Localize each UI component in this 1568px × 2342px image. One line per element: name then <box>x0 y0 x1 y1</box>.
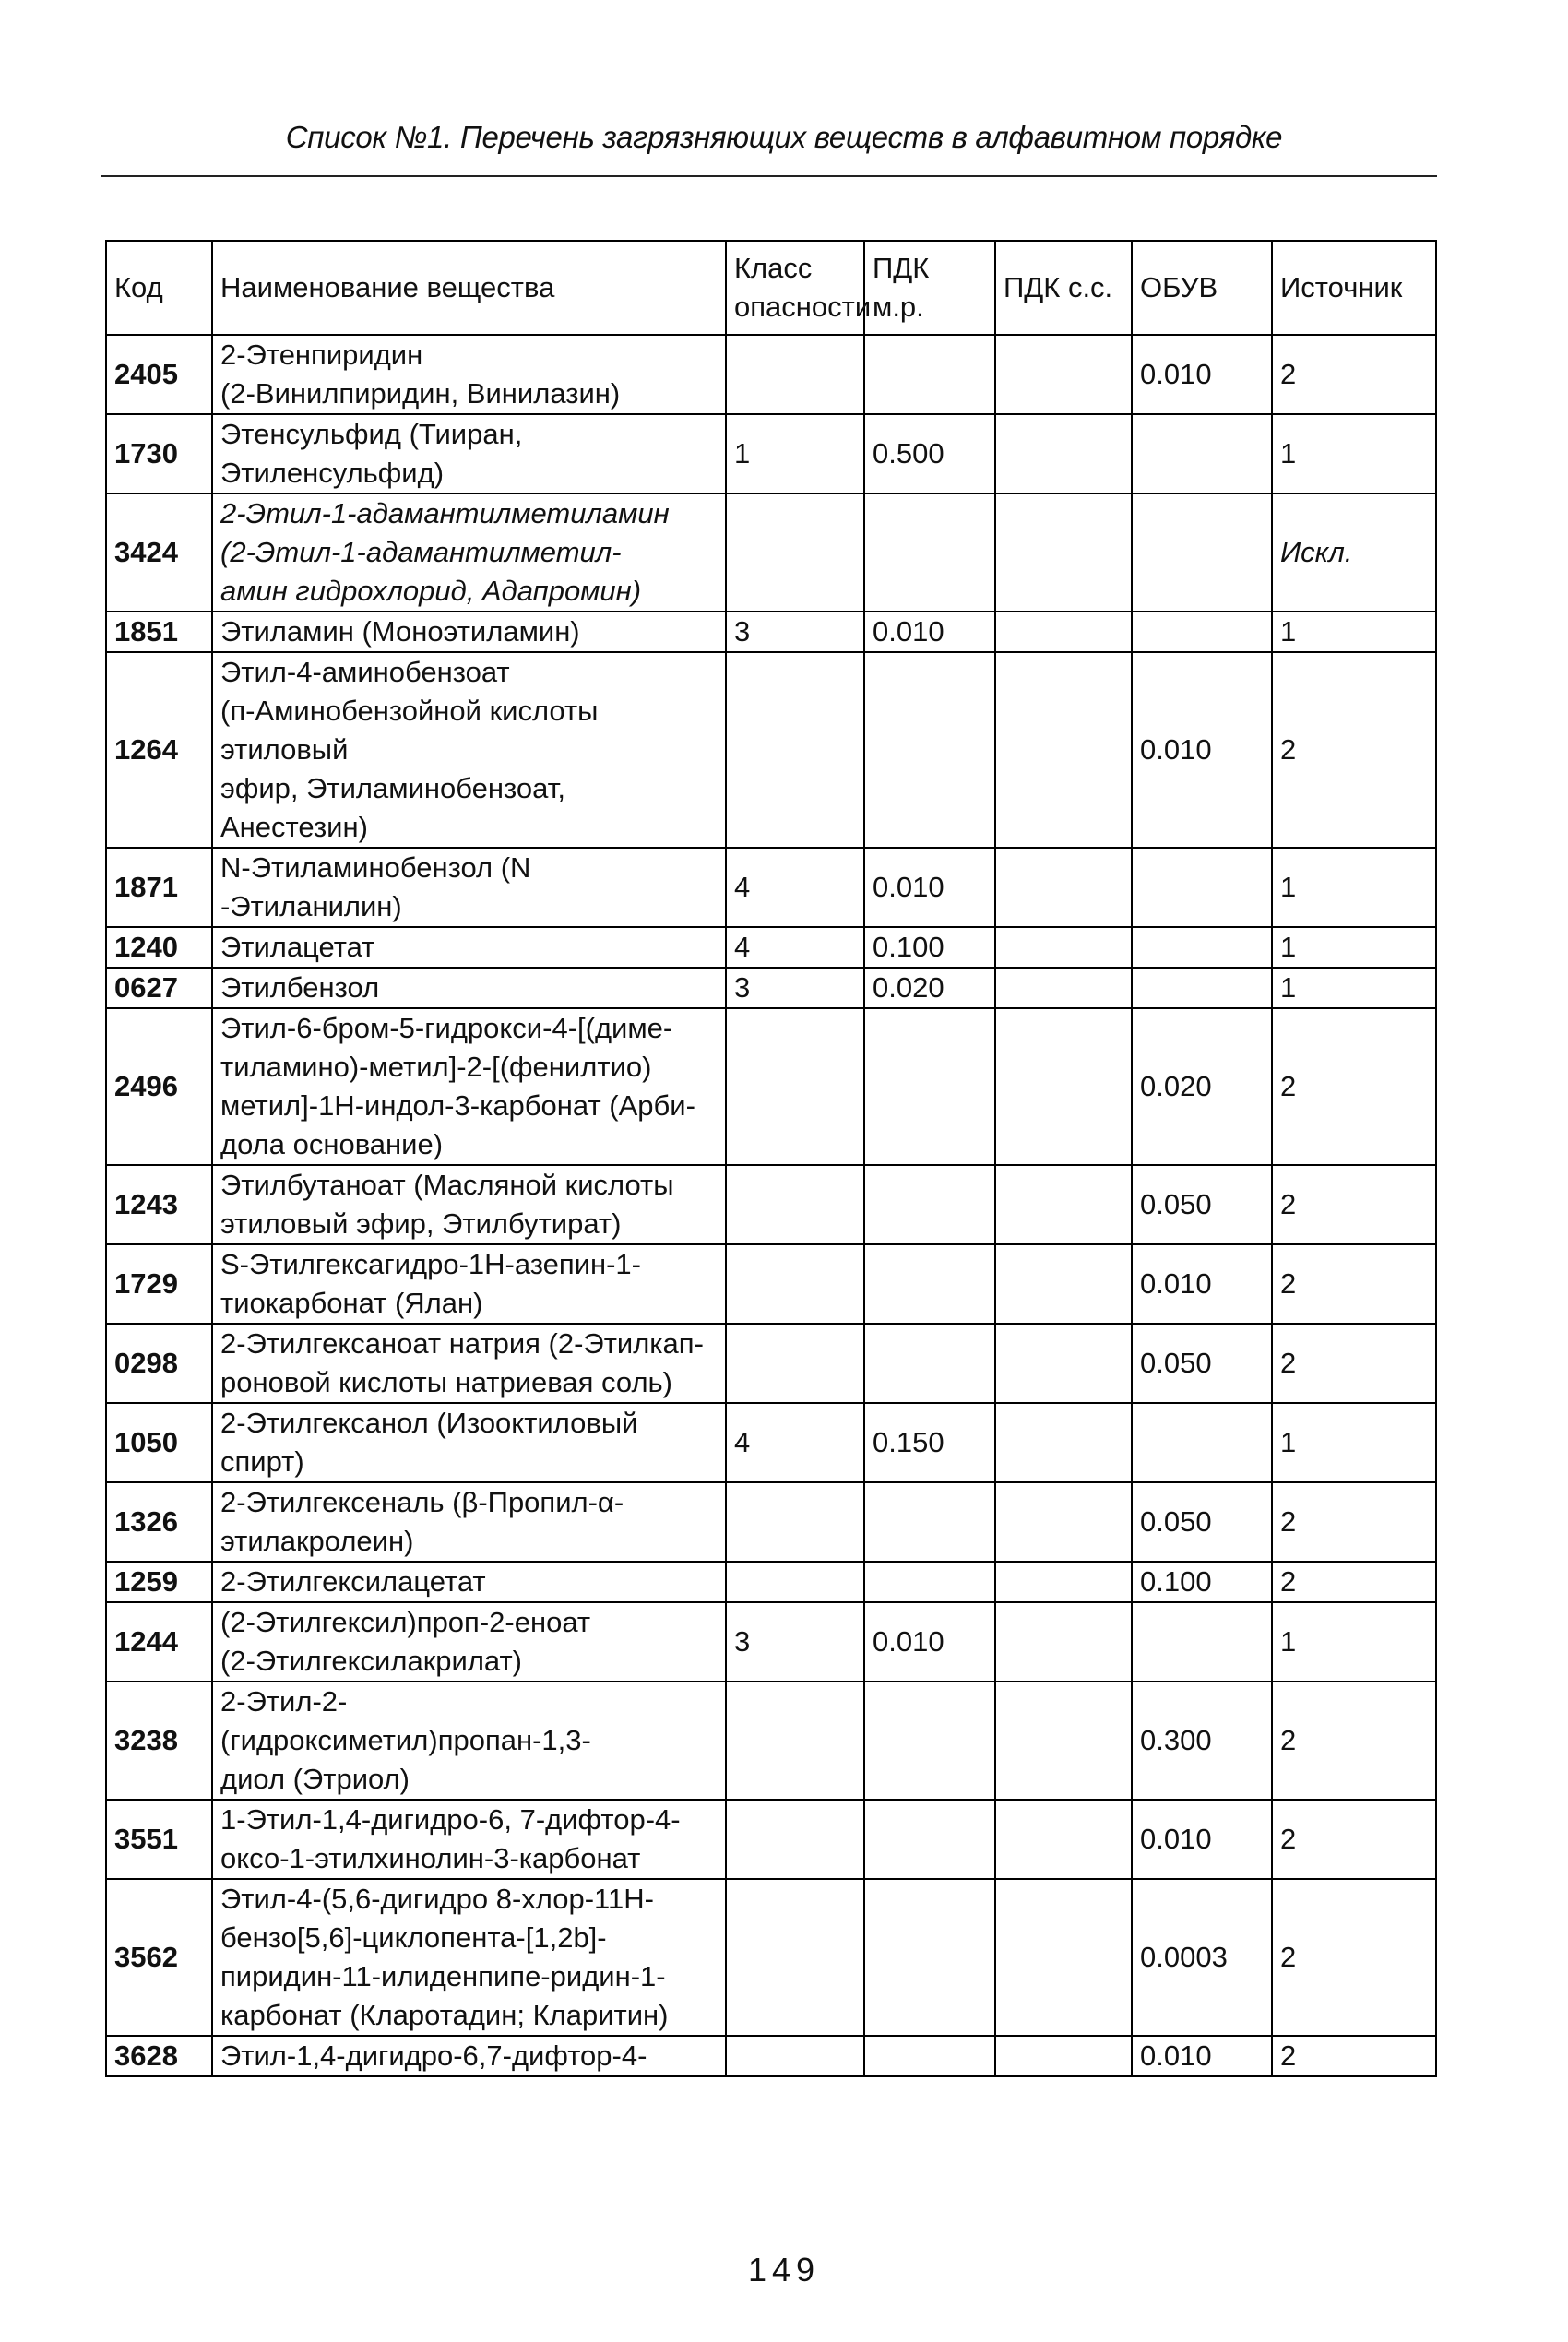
cell-pdk-ss <box>995 493 1132 612</box>
cell-name-line: (2-Этилгексилакрилат) <box>220 1645 522 1677</box>
cell-code: 3628 <box>106 2036 212 2076</box>
cell-source: 2 <box>1272 1324 1436 1403</box>
cell-name <box>212 927 726 968</box>
table-row <box>106 1482 1436 1562</box>
cell-source: 2 <box>1272 2036 1436 2076</box>
table-row <box>106 1008 1436 1165</box>
cell-code: 1050 <box>106 1403 212 1482</box>
cell-name-line: Этил-6-бром-5-гидрокси-4-[(диме- <box>220 1012 673 1044</box>
cell-name <box>212 1879 726 2036</box>
cell-code: 1264 <box>106 652 212 848</box>
table-row <box>106 1682 1436 1800</box>
table-row <box>106 335 1436 414</box>
cell-class <box>726 2036 864 2076</box>
cell-code: 1729 <box>106 1244 212 1324</box>
cell-source: 2 <box>1272 1879 1436 2036</box>
cell-class: 3 <box>726 1602 864 1682</box>
cell-pdk-ss <box>995 1800 1132 1879</box>
cell-code: 3562 <box>106 1879 212 2036</box>
cell-pdk-mr: 0.010 <box>864 1602 995 1682</box>
cell-pdk-mr <box>864 1482 995 1562</box>
cell-pdk-mr <box>864 1244 995 1324</box>
cell-obuv: 0.050 <box>1132 1482 1272 1562</box>
cell-name-line: тиламино)-метил]-2-[(фенилтио) <box>220 1051 652 1083</box>
col-header-pdk-mr: ПДК м.р. <box>864 241 995 335</box>
cell-name-line: метил]-1Н-индол-3-карбонат (Арби- <box>220 1089 695 1122</box>
cell-code: 1730 <box>106 414 212 493</box>
cell-class <box>726 1562 864 1602</box>
cell-name-line: эфир, Этиламинобензоат, Анестезин) <box>220 772 566 843</box>
cell-obuv: 0.010 <box>1132 2036 1272 2076</box>
cell-obuv <box>1132 927 1272 968</box>
cell-source: 2 <box>1272 1165 1436 1244</box>
cell-name-line: (2-Этил-1-адамантилметил- <box>220 536 622 568</box>
cell-code: 3238 <box>106 1682 212 1800</box>
cell-name <box>212 968 726 1008</box>
cell-obuv <box>1132 612 1272 652</box>
cell-name <box>212 612 726 652</box>
cell-class <box>726 1682 864 1800</box>
cell-obuv: 0.010 <box>1132 1800 1272 1879</box>
cell-pdk-ss <box>995 2036 1132 2076</box>
col-header-name: Наименование вещества <box>212 241 726 335</box>
table-row <box>106 2036 1436 2076</box>
cell-pdk-mr <box>864 1682 995 1800</box>
cell-pdk-ss <box>995 1403 1132 1482</box>
cell-name-line: Этиламин (Моноэтиламин) <box>220 615 580 648</box>
cell-code: 1240 <box>106 927 212 968</box>
cell-name-line: этилакролеин) <box>220 1525 414 1557</box>
cell-name <box>212 1482 726 1562</box>
cell-pdk-mr <box>864 1800 995 1879</box>
cell-name <box>212 652 726 848</box>
page-number: 149 <box>747 2251 821 2289</box>
cell-pdk-mr <box>864 493 995 612</box>
cell-code: 0298 <box>106 1324 212 1403</box>
cell-name-line: оксо-1-этилхинолин-3-карбонат <box>220 1842 641 1874</box>
cell-pdk-mr <box>864 1008 995 1165</box>
table-row <box>106 414 1436 493</box>
cell-class: 4 <box>726 848 864 927</box>
table-row <box>106 1165 1436 1244</box>
cell-code: 3551 <box>106 1800 212 1879</box>
cell-pdk-mr <box>864 652 995 848</box>
cell-class: 4 <box>726 927 864 968</box>
cell-name <box>212 1008 726 1165</box>
cell-name-line: Этилбутаноат (Масляной кислоты <box>220 1169 674 1201</box>
cell-pdk-ss <box>995 848 1132 927</box>
cell-name <box>212 2036 726 2076</box>
cell-obuv: 0.010 <box>1132 335 1272 414</box>
cell-source: 1 <box>1272 927 1436 968</box>
cell-class <box>726 1244 864 1324</box>
cell-class <box>726 335 864 414</box>
cell-code: 2405 <box>106 335 212 414</box>
col-header-source: Источник <box>1272 241 1436 335</box>
table-row <box>106 1602 1436 1682</box>
cell-pdk-mr <box>864 1562 995 1602</box>
cell-pdk-mr: 0.100 <box>864 927 995 968</box>
cell-pdk-ss <box>995 1879 1132 2036</box>
cell-name-line: карбонат (Кларотадин; Кларитин) <box>220 1999 669 2031</box>
cell-name-line: (2-Винилпиридин, Винилазин) <box>220 377 621 410</box>
cell-name <box>212 1800 726 1879</box>
cell-pdk-mr: 0.500 <box>864 414 995 493</box>
cell-name <box>212 1165 726 1244</box>
cell-name-line: тиокарбонат (Ялан) <box>220 1287 483 1319</box>
cell-obuv: 0.010 <box>1132 652 1272 848</box>
cell-source: Искл. <box>1272 493 1436 612</box>
cell-pdk-ss <box>995 652 1132 848</box>
cell-pdk-mr: 0.020 <box>864 968 995 1008</box>
cell-name-line: Этил-1,4-дигидро-6,7-дифтор-4- <box>220 2039 647 2072</box>
cell-code: 1259 <box>106 1562 212 1602</box>
table-row <box>106 968 1436 1008</box>
cell-class <box>726 493 864 612</box>
cell-source: 2 <box>1272 335 1436 414</box>
cell-name-line: дола основание) <box>220 1128 444 1160</box>
cell-class: 1 <box>726 414 864 493</box>
cell-pdk-mr: 0.010 <box>864 848 995 927</box>
cell-pdk-ss <box>995 414 1132 493</box>
cell-code: 1326 <box>106 1482 212 1562</box>
cell-obuv: 0.050 <box>1132 1165 1272 1244</box>
cell-name-line: 2-Этилгексилацетат <box>220 1565 486 1598</box>
cell-name-line: бензо[5,6]-циклопента-[1,2b]- <box>220 1921 607 1954</box>
cell-name-line: Этил-4-аминобензоат <box>220 656 510 688</box>
cell-pdk-ss <box>995 1008 1132 1165</box>
col-header-obuv: ОБУВ <box>1132 241 1272 335</box>
cell-name-line: 2-Этилгексаноат натрия (2-Этилкап- <box>220 1327 704 1360</box>
cell-name <box>212 1562 726 1602</box>
cell-pdk-ss <box>995 1482 1132 1562</box>
cell-pdk-ss <box>995 1165 1132 1244</box>
cell-obuv <box>1132 414 1272 493</box>
cell-class <box>726 1482 864 1562</box>
cell-name-line: 2-Этенпиридин <box>220 339 423 371</box>
cell-class <box>726 1800 864 1879</box>
cell-pdk-ss <box>995 335 1132 414</box>
cell-source: 1 <box>1272 1602 1436 1682</box>
cell-pdk-ss <box>995 612 1132 652</box>
cell-name-line: Этил-4-(5,6-дигидро 8-хлор-11Н- <box>220 1883 654 1915</box>
cell-name-line: 2-Этил-1-адамантилметиламин <box>220 497 670 529</box>
cell-obuv <box>1132 968 1272 1008</box>
col-header-code: Код <box>106 241 212 335</box>
cell-code: 1871 <box>106 848 212 927</box>
cell-name-line: 2-Этилгексеналь (β-Пропил-α- <box>220 1486 624 1518</box>
cell-name-line: пиридин-11-илиденпипе-ридин-1- <box>220 1960 666 1992</box>
cell-name-line: 1-Этил-1,4-дигидро-6, 7-дифтор-4- <box>220 1803 681 1836</box>
cell-source: 2 <box>1272 1244 1436 1324</box>
cell-code: 3424 <box>106 493 212 612</box>
cell-obuv: 0.010 <box>1132 1244 1272 1324</box>
cell-name-line: диол (Этриол) <box>220 1763 410 1795</box>
cell-source: 1 <box>1272 414 1436 493</box>
cell-pdk-mr <box>864 2036 995 2076</box>
cell-name-line: роновой кислоты натриевая соль) <box>220 1366 673 1398</box>
cell-name-line: Этилацетат <box>220 931 375 963</box>
cell-source: 1 <box>1272 968 1436 1008</box>
cell-source: 2 <box>1272 1008 1436 1165</box>
cell-obuv: 0.100 <box>1132 1562 1272 1602</box>
cell-name-line: 2-Этил-2-(гидроксиметил)пропан-1,3- <box>220 1685 591 1756</box>
cell-pdk-ss <box>995 1244 1132 1324</box>
cell-name <box>212 414 726 493</box>
cell-name-line: S-Этилгексагидро-1Н-азепин-1- <box>220 1248 641 1280</box>
cell-obuv <box>1132 1602 1272 1682</box>
table-row <box>106 612 1436 652</box>
table-row <box>106 1562 1436 1602</box>
pollutants-table <box>105 240 1437 2077</box>
col-header-class-line1: Класс <box>734 252 813 284</box>
cell-class: 3 <box>726 968 864 1008</box>
table-row <box>106 652 1436 848</box>
cell-source: 1 <box>1272 612 1436 652</box>
cell-name <box>212 493 726 612</box>
col-header-pdk-ss: ПДК с.с. <box>995 241 1132 335</box>
table-row <box>106 1403 1436 1482</box>
table-row <box>106 848 1436 927</box>
cell-source: 2 <box>1272 1682 1436 1800</box>
cell-code: 1851 <box>106 612 212 652</box>
cell-name-line: этиловый эфир, Этилбутират) <box>220 1207 622 1240</box>
cell-obuv <box>1132 848 1272 927</box>
cell-obuv <box>1132 493 1272 612</box>
table-row <box>106 927 1436 968</box>
cell-class <box>726 652 864 848</box>
cell-source: 1 <box>1272 848 1436 927</box>
cell-source: 2 <box>1272 1562 1436 1602</box>
cell-pdk-mr <box>864 335 995 414</box>
cell-name <box>212 1403 726 1482</box>
cell-name <box>212 1602 726 1682</box>
cell-code: 2496 <box>106 1008 212 1165</box>
table-row <box>106 1800 1436 1879</box>
cell-pdk-mr: 0.150 <box>864 1403 995 1482</box>
col-header-class <box>726 241 872 335</box>
cell-name <box>212 335 726 414</box>
cell-pdk-mr <box>864 1165 995 1244</box>
cell-code: 0627 <box>106 968 212 1008</box>
cell-source: 2 <box>1272 1800 1436 1879</box>
table-row <box>106 1244 1436 1324</box>
col-header-class-line2: опасности <box>734 291 872 323</box>
cell-source: 1 <box>1272 1403 1436 1482</box>
cell-obuv: 0.020 <box>1132 1008 1272 1165</box>
cell-pdk-ss <box>995 968 1132 1008</box>
cell-pdk-mr <box>864 1324 995 1403</box>
cell-obuv: 0.300 <box>1132 1682 1272 1800</box>
cell-name-line: амин гидрохлорид, Адапромин) <box>220 575 642 607</box>
cell-code: 1244 <box>106 1602 212 1682</box>
cell-name <box>212 848 726 927</box>
cell-class <box>726 1879 864 2036</box>
cell-class <box>726 1324 864 1403</box>
cell-obuv: 0.050 <box>1132 1324 1272 1403</box>
cell-name <box>212 1244 726 1324</box>
cell-source: 2 <box>1272 1482 1436 1562</box>
cell-pdk-ss <box>995 1602 1132 1682</box>
cell-source: 2 <box>1272 652 1436 848</box>
cell-code: 1243 <box>106 1165 212 1244</box>
cell-obuv <box>1132 1403 1272 1482</box>
cell-obuv: 0.0003 <box>1132 1879 1272 2036</box>
cell-name-line: Этилбензол <box>220 971 380 1004</box>
cell-pdk-ss <box>995 927 1132 968</box>
cell-name <box>212 1682 726 1800</box>
cell-name-line: 2-Этилгексанол (Изооктиловый спирт) <box>220 1407 638 1478</box>
running-head: Список №1. Перечень загрязняющих веществ в алфавитном порядке <box>285 120 1283 154</box>
table-header-row <box>106 241 1436 335</box>
cell-pdk-ss <box>995 1682 1132 1800</box>
cell-pdk-mr: 0.010 <box>864 612 995 652</box>
cell-name <box>212 1324 726 1403</box>
cell-class <box>726 1165 864 1244</box>
cell-pdk-mr <box>864 1879 995 2036</box>
cell-name-line: (п-Аминобензойной кислоты этиловый <box>220 695 599 766</box>
cell-class: 4 <box>726 1403 864 1482</box>
header-rule <box>101 175 1437 177</box>
table-row <box>106 1879 1436 2036</box>
cell-pdk-ss <box>995 1324 1132 1403</box>
cell-class <box>726 1008 864 1165</box>
cell-pdk-ss <box>995 1562 1132 1602</box>
cell-class: 3 <box>726 612 864 652</box>
cell-name-line: Этенсульфид (Тииран, Этиленсульфид) <box>220 418 523 489</box>
cell-name-line: N-Этиламинобензол (N -Этиланилин) <box>220 851 531 922</box>
cell-name-line: (2-Этилгексил)проп-2-еноат <box>220 1606 591 1638</box>
table-row <box>106 1324 1436 1403</box>
table-row <box>106 493 1436 612</box>
